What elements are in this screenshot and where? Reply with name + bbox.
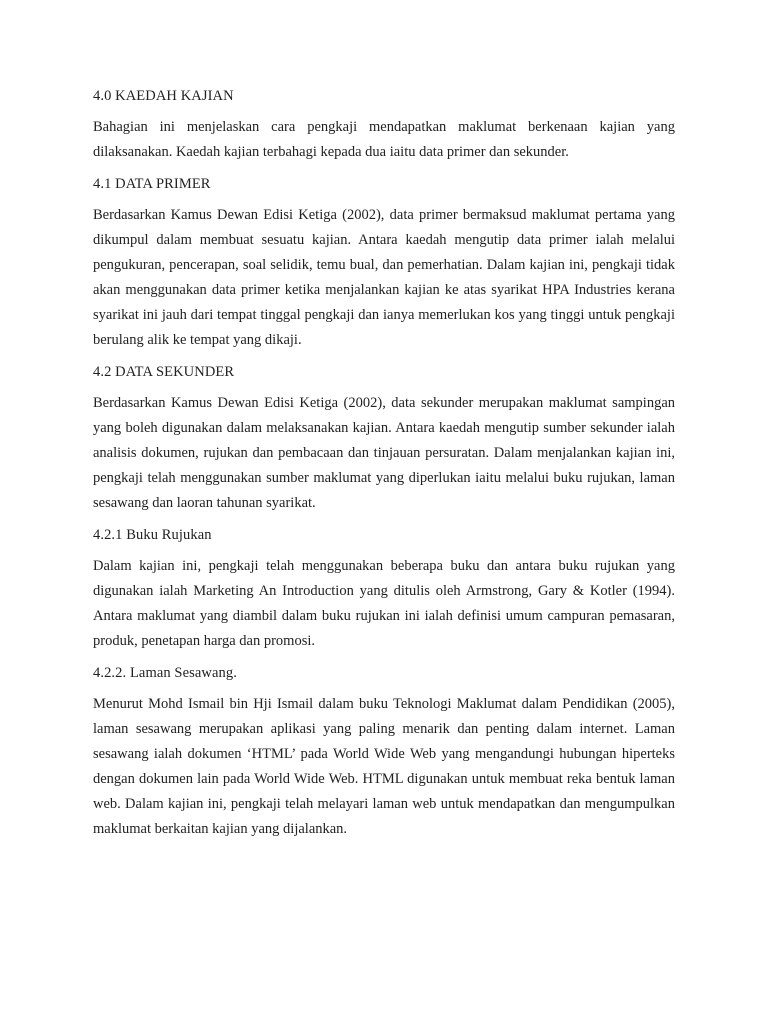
heading-buku-rujukan: 4.2.1 Buku Rujukan — [93, 527, 212, 543]
paragraph-buku-rujukan: Dalam kajian ini, pengkaji telah menggunakan beberapa buku dan antara buku rujukan yang digunakan ialah Marketing An Introduction yang ditulis oleh Armstrong, Gary & Kotler (1994). Antara maklumat yang diambil dalam buku rujukan ini ialah definisi umum campuran pemasaran, produk, penetapan harga dan promosi. — [93, 558, 675, 649]
document-content — [93, 86, 675, 851]
paragraph-data-primer: Berdasarkan Kamus Dewan Edisi Ketiga (2002), data primer bermaksud maklumat pertama yang dikumpul dalam membuat sesuatu kajian. Antara kaedah mengutip data primer ialah melalui pengukuran, pencerapan, soal selidik, temu bual, dan pemerhatian. Dalam kajian ini, pengkaji tidak akan menggunakan data primer ketika menjalankan kajian ke atas syarikat HPA Industries kerana syarikat ini jauh dari tempat tinggal pengkaji dan ianya memerlukan kos yang tinggi untuk pengkaji berulang alik ke tempat yang dikaji. — [93, 207, 675, 348]
heading-kaedah-kajian: 4.0 KAEDAH KAJIAN — [93, 88, 234, 104]
heading-data-sekunder: 4.2 DATA SEKUNDER — [93, 364, 235, 380]
paragraph-data-sekunder: Berdasarkan Kamus Dewan Edisi Ketiga (2002), data sekunder merupakan maklumat sampingan yang boleh digunakan dalam melaksanakan kajian. Antara kaedah mengutip sumber sekunder ialah analisis dokumen, rujukan dan pembacaan dan tinjauan persuratan. Dalam menjalankan kajian ini, pengkaji telah menggunakan sumber maklumat yang diperlukan iaitu melalui buku rujukan, laman sesawang dan laoran tahunan syarikat. — [93, 395, 675, 511]
heading-data-primer: 4.1 DATA PRIMER — [93, 176, 211, 192]
heading-laman-sesawang: 4.2.2. Laman Sesawang. — [93, 665, 237, 681]
paragraph-kaedah-kajian: Bahagian ini menjelaskan cara pengkaji mendapatkan maklumat berkenaan kajian yang dilaksanakan. Kaedah kajian terbahagi kepada dua iaitu data primer dan sekunder. — [93, 119, 675, 160]
paragraph-laman-sesawang: Menurut Mohd Ismail bin Hji Ismail dalam buku Teknologi Maklumat dalam Pendidikan (2005), laman sesawang merupakan aplikasi yang paling menarik dan penting dalam internet. Laman sesawang ialah dokumen ‘HTML’ pada World Wide Web yang mengandungi hubungan hiperteks dengan dokumen lain pada World Wide Web. HTML digunakan untuk membuat reka bentuk laman web. Dalam kajian ini, pengkaji telah melayari laman web untuk mendapatkan dan mengumpulkan maklumat berkaitan kajian yang dijalankan. — [93, 696, 675, 837]
